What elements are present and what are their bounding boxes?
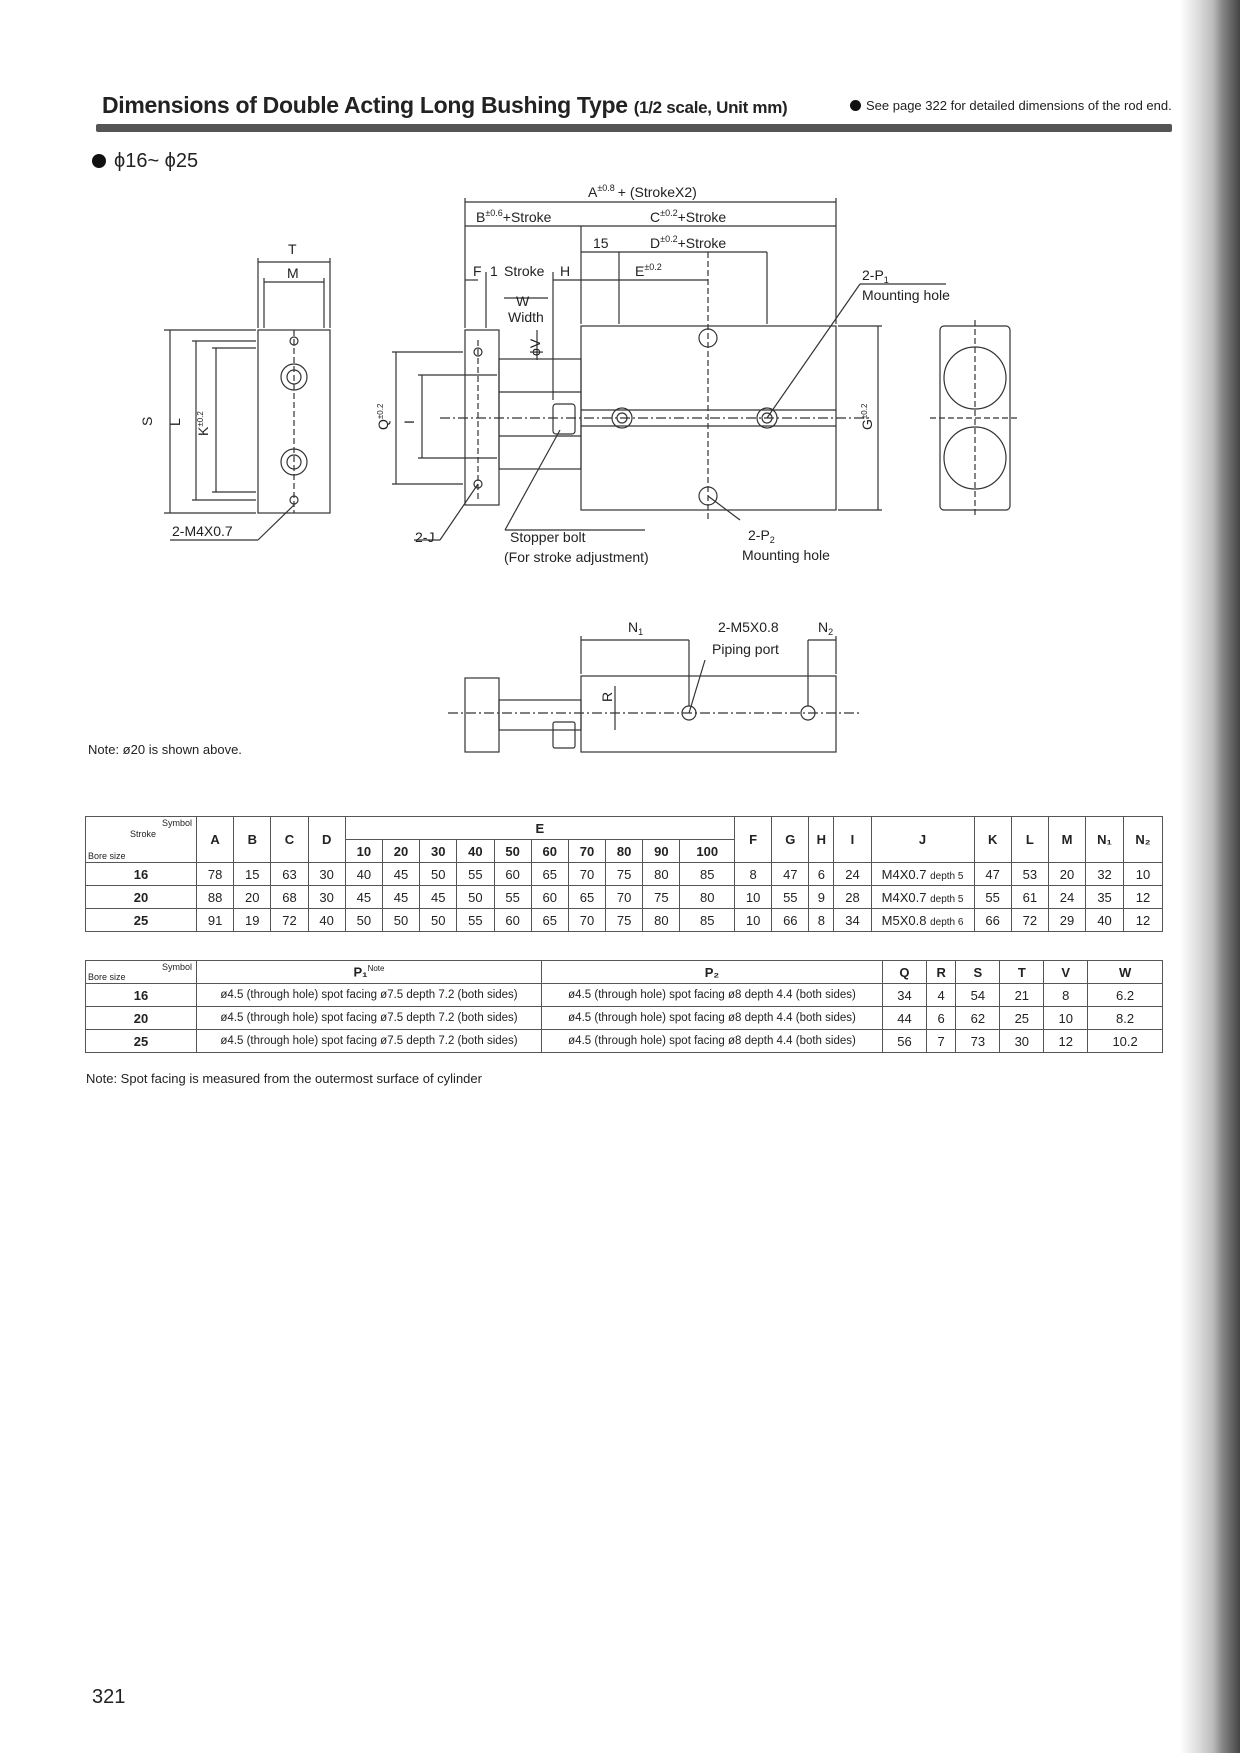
dim-D-tol: ±0.2	[660, 234, 678, 244]
cell-P2: ø4.5 (through hole) spot facing ø8 depth 4.4 (both sides)	[542, 1007, 883, 1030]
svg-text:A±0.8+ (StrokeX2)	[588, 183, 697, 200]
svg-text:N1	[628, 619, 643, 637]
stroke-40: 40	[457, 840, 494, 863]
cell-G: 47	[772, 863, 809, 886]
callout-P1-sub: 1	[883, 275, 889, 285]
header-S: S	[956, 961, 1000, 984]
cell-E: 80	[643, 863, 680, 886]
cell-M: 29	[1048, 909, 1085, 932]
callout-stopper: Stopper bolt	[510, 529, 586, 545]
cell-P1: ø4.5 (through hole) spot facing ø7.5 depth 7.2 (both sides)	[197, 1030, 542, 1053]
bottom-cylinder-body	[581, 676, 836, 752]
cell-S: 73	[956, 1030, 1000, 1053]
table-row	[86, 863, 1163, 886]
cell-D: 30	[308, 863, 345, 886]
header-K: K	[974, 817, 1011, 863]
header-P1-note: Note	[367, 964, 385, 974]
header-C: C	[271, 817, 308, 863]
cell-C: 63	[271, 863, 308, 886]
table-row	[86, 1007, 1163, 1030]
cell-E: 45	[382, 863, 419, 886]
cell-T: 25	[1000, 1007, 1044, 1030]
title-subtitle: (1/2 scale, Unit mm)	[633, 98, 788, 117]
callout-mounting-hole-1: Mounting hole	[862, 287, 950, 303]
dimension-table-1	[85, 816, 1163, 932]
cell-B: 20	[234, 886, 271, 909]
header-B: B	[234, 817, 271, 863]
dim-T: T	[288, 241, 297, 257]
cell-E: 50	[420, 863, 457, 886]
callout-piping: 2-M5X0.8	[718, 619, 779, 635]
header-F: F	[735, 817, 772, 863]
table-note: Note: Spot facing is measured from the outermost surface of cylinder	[86, 1071, 482, 1086]
table-row	[86, 886, 1163, 909]
table-corner	[86, 817, 197, 863]
dim-Q-tol: ±0.2	[376, 403, 385, 420]
dim-C-tol: ±0.2	[660, 208, 678, 218]
stroke-20: 20	[382, 840, 419, 863]
corner-stroke: Stroke	[130, 829, 157, 839]
cell-E: 50	[345, 909, 382, 932]
dim-K-tol: ±0.2	[196, 411, 205, 427]
cell-F: 10	[735, 886, 772, 909]
cell-E: 55	[457, 863, 494, 886]
cell-G: 66	[772, 909, 809, 932]
cell-P2: ø4.5 (through hole) spot facing ø8 depth 4.4 (both sides)	[542, 984, 883, 1007]
dim-F: F	[473, 263, 482, 279]
cell-E: 50	[382, 909, 419, 932]
header-D: D	[308, 817, 345, 863]
svg-text:N2	[818, 619, 833, 637]
cell-J-thread: M5X0.8	[881, 912, 927, 928]
cell-L: 61	[1011, 886, 1048, 909]
callout-piping-sub: Piping port	[712, 641, 779, 657]
header-V: V	[1044, 961, 1088, 984]
cell-E: 45	[345, 886, 382, 909]
drawing-note: Note: ø20 is shown above.	[88, 742, 242, 757]
cell-E: 45	[420, 886, 457, 909]
header-P1-text: P₁	[353, 964, 368, 980]
svg-text:B±0.6+Stroke	[476, 208, 552, 225]
cell-M: 24	[1048, 886, 1085, 909]
cell-I: 34	[834, 909, 871, 932]
bore-cell: 25	[86, 909, 197, 932]
cell-E: 45	[382, 886, 419, 909]
cell-V: 12	[1044, 1030, 1088, 1053]
header-M: M	[1048, 817, 1085, 863]
bore-cell: 16	[86, 863, 197, 886]
cell-H: 9	[809, 886, 834, 909]
dim-D: D	[650, 235, 661, 251]
dim-N2: N	[818, 619, 829, 635]
cell-F: 8	[735, 863, 772, 886]
table-header-row	[86, 961, 1163, 984]
header-R: R	[926, 961, 956, 984]
cell-R: 7	[926, 1030, 956, 1053]
cell-E: 55	[494, 886, 531, 909]
dim-N1: N	[628, 619, 639, 635]
cell-G: 55	[772, 886, 809, 909]
cell-P1: ø4.5 (through hole) spot facing ø7.5 depth 7.2 (both sides)	[197, 984, 542, 1007]
cell-J-thread: M4X0.7	[881, 866, 927, 882]
dim-N2-sub: 2	[828, 627, 834, 637]
cell-E: 60	[494, 909, 531, 932]
cell-N1: 32	[1086, 863, 1124, 886]
stroke-50: 50	[494, 840, 531, 863]
table-header-row	[86, 817, 1163, 840]
cell-E: 70	[568, 909, 605, 932]
svg-text:G±0.2	[859, 403, 875, 430]
page-number: 321	[92, 1686, 126, 1708]
bore-range-text: ϕ16~ ϕ25	[114, 150, 199, 172]
cell-E: 40	[345, 863, 382, 886]
header-J: J	[871, 817, 974, 863]
bore-cell: 25	[86, 1030, 197, 1053]
dim-Q: Q	[375, 419, 391, 430]
cell-Q: 34	[883, 984, 927, 1007]
cell-E: 75	[643, 886, 680, 909]
stroke-80: 80	[606, 840, 643, 863]
cell-J-depth: depth 6	[930, 916, 964, 928]
header-N2: N₂	[1124, 817, 1163, 863]
callout-J: 2-J	[415, 529, 435, 545]
stroke-10: 10	[345, 840, 382, 863]
dim-W: W	[516, 293, 530, 309]
bore-cell: 16	[86, 984, 197, 1007]
cell-P2: ø4.5 (through hole) spot facing ø8 depth 4.4 (both sides)	[542, 1030, 883, 1053]
corner-bore: Bore size	[88, 972, 126, 982]
stroke-70: 70	[568, 840, 605, 863]
cell-K: 66	[974, 909, 1011, 932]
bore-cell: 20	[86, 886, 197, 909]
callout-P2-sub: 2	[769, 535, 775, 545]
dim-one: 1	[490, 263, 498, 279]
cell-E: 50	[420, 909, 457, 932]
callout-P2: 2-P	[748, 527, 770, 543]
page-binding-edge	[1180, 0, 1240, 1753]
cell-I: 24	[834, 863, 871, 886]
cell-D: 40	[308, 909, 345, 932]
cell-E: 80	[643, 909, 680, 932]
svg-text:Q±0.2	[375, 403, 391, 430]
dim-A-tol: ±0.8	[597, 183, 615, 193]
label-m4: 2-M4X0.7	[172, 523, 233, 539]
cell-H: 8	[809, 909, 834, 932]
cell-C: 72	[271, 909, 308, 932]
cell-A: 88	[197, 886, 234, 909]
title-main: Dimensions of Double Acting Long Bushing Type	[102, 92, 628, 118]
corner-bore: Bore size	[88, 851, 126, 861]
cell-J-depth: depth 5	[930, 870, 964, 882]
dim-B: B	[476, 209, 486, 225]
cell-V: 10	[1044, 1007, 1088, 1030]
cell-J	[871, 886, 974, 909]
dim-15: 15	[593, 235, 609, 251]
stroke-90: 90	[643, 840, 680, 863]
dim-A: A	[588, 184, 598, 200]
cell-E: 65	[531, 863, 568, 886]
dim-phiV: ϕV	[527, 338, 543, 356]
table-row	[86, 1030, 1163, 1053]
header-Q: Q	[883, 961, 927, 984]
dim-G-tol: ±0.2	[860, 403, 869, 420]
cell-N1: 40	[1086, 909, 1124, 932]
svg-text:C±0.2+Stroke	[650, 208, 726, 225]
cell-J	[871, 863, 974, 886]
cell-J-depth: depth 5	[930, 893, 964, 905]
header-E: E	[345, 817, 734, 840]
cell-F: 10	[735, 909, 772, 932]
cell-E: 85	[680, 909, 735, 932]
cell-J-thread: M4X0.7	[881, 889, 927, 905]
stroke-60: 60	[531, 840, 568, 863]
dim-E-tol: ±0.2	[644, 262, 662, 272]
svg-text:2-P1	[862, 267, 889, 285]
cell-S: 54	[956, 984, 1000, 1007]
header-G: G	[772, 817, 809, 863]
cell-S: 62	[956, 1007, 1000, 1030]
dimension-drawing	[0, 0, 1240, 800]
dim-B-tail: +Stroke	[502, 209, 552, 225]
cell-E: 65	[568, 886, 605, 909]
cell-E: 75	[606, 909, 643, 932]
svg-text:E±0.2	[635, 262, 662, 279]
bore-cell: 20	[86, 1007, 197, 1030]
table-corner	[86, 961, 197, 984]
dim-R: R	[599, 691, 615, 702]
stroke-30: 30	[420, 840, 457, 863]
cell-E: 50	[457, 886, 494, 909]
cell-E: 55	[457, 909, 494, 932]
cell-E: 85	[680, 863, 735, 886]
corner-symbol: Symbol	[161, 818, 192, 828]
reference-note-text: See page 322 for detailed dimensions of the rod end.	[866, 98, 1172, 113]
cell-E: 70	[568, 863, 605, 886]
cell-P1: ø4.5 (through hole) spot facing ø7.5 depth 7.2 (both sides)	[197, 1007, 542, 1030]
cell-A: 78	[197, 863, 234, 886]
cell-E: 65	[531, 909, 568, 932]
cell-C: 68	[271, 886, 308, 909]
header-T: T	[1000, 961, 1044, 984]
header-I: I	[834, 817, 871, 863]
cell-R: 6	[926, 1007, 956, 1030]
cell-W: 6.2	[1088, 984, 1163, 1007]
header-P1	[197, 961, 542, 984]
cell-D: 30	[308, 886, 345, 909]
dimension-table-2	[85, 960, 1163, 1053]
cell-K: 47	[974, 863, 1011, 886]
cell-N2: 12	[1124, 909, 1163, 932]
svg-text:2-P2	[748, 527, 775, 545]
callout-mounting-hole-2: Mounting hole	[742, 547, 830, 563]
dim-I: I	[401, 420, 417, 424]
cell-T: 21	[1000, 984, 1044, 1007]
cell-L: 72	[1011, 909, 1048, 932]
callout-P1: 2-P	[862, 267, 884, 283]
cell-W: 10.2	[1088, 1030, 1163, 1053]
dim-A-tail: + (StrokeX2)	[617, 184, 697, 200]
cell-N1: 35	[1086, 886, 1124, 909]
stroke-100: 100	[680, 840, 735, 863]
dim-H: H	[560, 263, 571, 279]
cell-R: 4	[926, 984, 956, 1007]
dim-B-tol: ±0.6	[485, 208, 503, 218]
cell-A: 91	[197, 909, 234, 932]
table-row	[86, 909, 1163, 932]
cell-I: 28	[834, 886, 871, 909]
cell-N2: 10	[1124, 863, 1163, 886]
header-W: W	[1088, 961, 1163, 984]
svg-text:K±0.2	[195, 411, 211, 436]
cell-Q: 44	[883, 1007, 927, 1030]
dim-N1-sub: 1	[638, 627, 644, 637]
cell-B: 19	[234, 909, 271, 932]
cell-N2: 12	[1124, 886, 1163, 909]
cell-V: 8	[1044, 984, 1088, 1007]
dim-E: E	[635, 263, 645, 279]
callout-stopper-sub: (For stroke adjustment)	[504, 549, 649, 565]
cell-W: 8.2	[1088, 1007, 1163, 1030]
dim-S: S	[139, 416, 155, 426]
dim-width: Width	[508, 309, 544, 325]
cell-E: 80	[680, 886, 735, 909]
dim-D-tail: +Stroke	[677, 235, 727, 251]
corner-symbol: Symbol	[161, 962, 192, 972]
header-A: A	[197, 817, 234, 863]
cell-E: 60	[531, 886, 568, 909]
dim-stroke: Stroke	[504, 263, 545, 279]
header-P2: P₂	[542, 961, 883, 984]
dim-K: K	[195, 426, 211, 436]
svg-text:D±0.2+Stroke	[650, 234, 726, 251]
dim-C-tail: +Stroke	[677, 209, 727, 225]
dim-C: C	[650, 209, 661, 225]
header-H: H	[809, 817, 834, 863]
table-row	[86, 984, 1163, 1007]
cell-Q: 56	[883, 1030, 927, 1053]
header-N1: N₁	[1086, 817, 1124, 863]
dim-L: L	[167, 418, 183, 426]
cell-E: 75	[606, 863, 643, 886]
cell-J	[871, 909, 974, 932]
cell-L: 53	[1011, 863, 1048, 886]
cell-E: 60	[494, 863, 531, 886]
cell-B: 15	[234, 863, 271, 886]
bottom-end-plate	[465, 678, 499, 752]
header-L: L	[1011, 817, 1048, 863]
cell-T: 30	[1000, 1030, 1044, 1053]
dim-G: G	[859, 419, 875, 430]
cell-H: 6	[809, 863, 834, 886]
cell-K: 55	[974, 886, 1011, 909]
cell-M: 20	[1048, 863, 1085, 886]
cell-E: 70	[606, 886, 643, 909]
dim-M: M	[287, 265, 299, 281]
